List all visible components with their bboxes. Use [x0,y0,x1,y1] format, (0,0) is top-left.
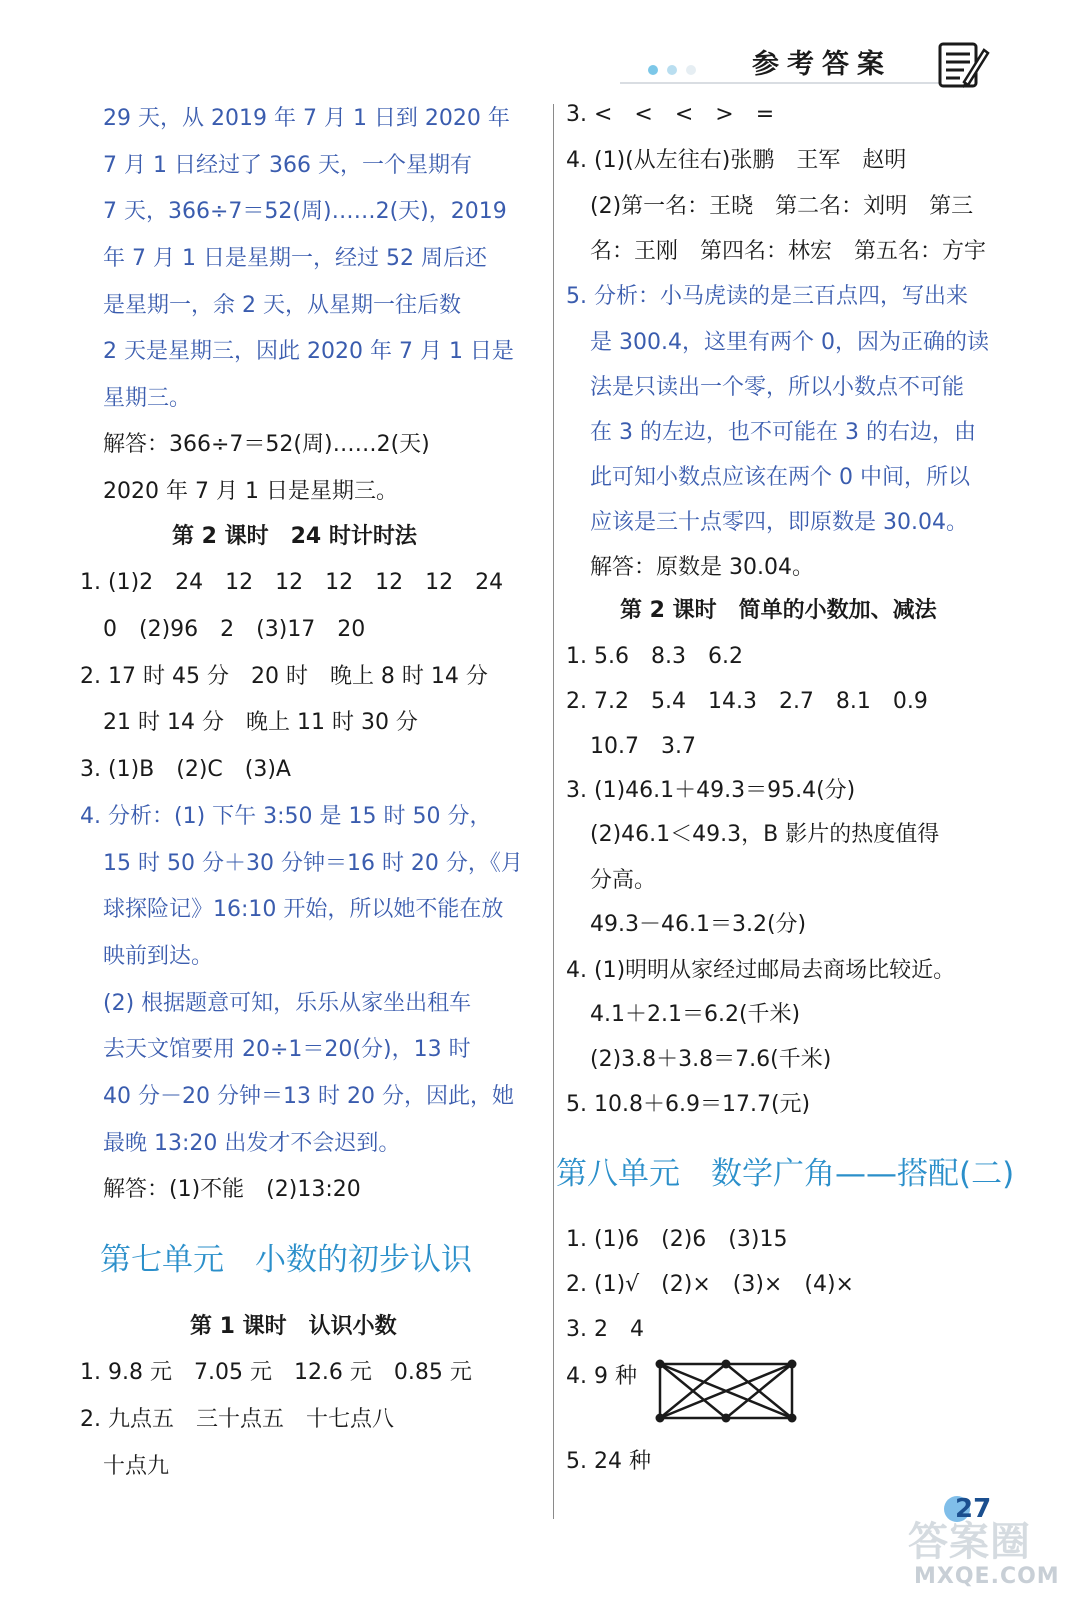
question-line: 21 时 14 分 晚上 11 时 30 分 [103,710,418,735]
analysis-line: 球探险记》16:10 开始，所以她不能在放 [103,897,504,922]
left-text-line: 7 月 1 日经过了 366 天，一个星期有 [103,153,472,178]
analysis-line: 最晚 13:20 出发才不会迟到。 [103,1131,401,1156]
question-line: 4. (1)明明从家经过邮局去商场比较近。 [566,958,956,983]
analysis-line: 40 分－20 分钟＝13 时 20 分，因此，她 [103,1084,514,1109]
page-number: 27 [955,1494,992,1524]
question-line: 1. 9.8 元 7.05 元 12.6 元 0.85 元 [80,1360,472,1385]
header-title: 参考答案 [752,49,892,80]
question-line: 2. 7.2 5.4 14.3 2.7 8.1 0.9 [566,689,928,714]
question-line: (2)46.1＜49.3，B 影片的热度值得 [590,822,940,847]
question-line: 分高。 [590,868,657,893]
question-line: 1. (1)2 24 12 12 12 12 12 24 [80,570,504,595]
answer-line: 2020 年 7 月 1 日是星期三。 [103,479,398,504]
header-underline [620,82,950,84]
analysis-line: 4. 分析：(1) 下午 3:50 是 15 时 50 分， [80,804,492,829]
answer-line: 解答：366÷7＝52(周)……2(天) [103,432,430,457]
analysis-line: 此可知小数点应该在两个 0 中间，所以 [590,465,970,490]
analysis-line: 去天文馆要用 20÷1＝20(分)，13 时 [103,1037,471,1062]
header-dot [667,65,677,75]
question-line: 2. (1)√ (2)× (3)× (4)× [566,1272,854,1297]
analysis-line: 5. 分析：小马虎读的是三百点四，写出来 [566,284,968,309]
left-text-line: 星期三。 [103,386,192,411]
question-line: 1. 5.6 8.3 6.2 [566,644,743,669]
question-line: 2. 九点五 三十点五 十七点八 [80,1407,394,1432]
question-line: 3. (1)B (2)C (3)A [80,757,291,782]
question-line: 3. (1)46.1＋49.3＝95.4(分) [566,778,856,803]
question-line: 4. 9 种 [566,1364,637,1389]
question-line: 5. 10.8＋6.9＝17.7(元) [566,1092,811,1117]
question-line: 名：王刚 第四名：林宏 第五名：方宇 [590,239,987,264]
analysis-line: 在 3 的左边，也不可能在 3 的右边，由 [590,420,976,445]
analysis-line: 应该是三十点零四，即原数是 30.04。 [590,510,968,535]
question-line: 5. 24 种 [566,1449,651,1474]
analysis-line: 15 时 50 分＋30 分钟＝16 时 20 分，《月 [103,851,523,876]
question-line: 3. < < < > = [566,102,775,127]
left-text-line: 7 天，366÷7＝52(周)……2(天)，2019 [103,199,507,224]
left-text-line: 29 天，从 2019 年 7 月 1 日到 2020 年 [103,106,510,131]
question-line: (2)3.8＋3.8＝7.6(千米) [590,1047,832,1072]
pairing-diagram [652,1356,802,1426]
analysis-line: 法是只读出一个零，所以小数点不可能 [590,375,965,400]
header-dots [648,60,700,79]
page-header [0,0,1086,90]
analysis-line: 映前到达。 [103,944,214,969]
watermark [908,1510,1078,1596]
left-text-line: 是星期一，余 2 天，从星期一往后数 [103,293,461,318]
question-line: 10.7 3.7 [590,734,696,759]
lesson-title: 第 2 课时 简单的小数加、减法 [620,598,937,623]
question-line: 十点九 [103,1454,170,1479]
unit-title: 第八单元 数学广角——搭配(二) [556,1156,1015,1192]
analysis-line: 是 300.4，这里有两个 0，因为正确的读 [590,330,989,355]
answer-line: 解答：(1)不能 (2)13:20 [103,1177,361,1202]
header-dot [686,65,696,75]
question-line: 49.3－46.1＝3.2(分) [590,912,807,937]
left-text-line: 2 天是星期三，因此 2020 年 7 月 1 日是 [103,339,514,364]
question-line: 2. 17 时 45 分 20 时 晚上 8 时 14 分 [80,664,488,689]
analysis-line: (2) 根据题意可知，乐乐从家坐出租车 [103,991,472,1016]
column-divider [553,104,554,1519]
question-line: 3. 2 4 [566,1317,644,1342]
watermark-logo: 答案圈 [908,1519,1031,1565]
question-line: (2)第一名：王晓 第二名：刘明 第三 [590,194,974,219]
answer-line: 解答：原数是 30.04。 [590,555,814,580]
question-line: 0 (2)96 2 (3)17 20 [103,617,366,642]
watermark-url: MXQE.COM [914,1564,1060,1589]
left-text-line: 年 7 月 1 日是星期一，经过 52 周后还 [103,246,487,271]
question-line: 4. (1)(从左往右)张鹏 王军 赵明 [566,148,907,173]
lesson-title: 第 1 课时 认识小数 [190,1314,397,1339]
header-dot [648,65,658,75]
unit-title: 第七单元 小数的初步认识 [100,1242,472,1278]
notebook-pencil-icon [934,36,990,92]
question-line: 4.1＋2.1＝6.2(千米) [590,1002,801,1027]
lesson-title: 第 2 课时 24 时计时法 [172,524,417,549]
question-line: 1. (1)6 (2)6 (3)15 [566,1227,788,1252]
